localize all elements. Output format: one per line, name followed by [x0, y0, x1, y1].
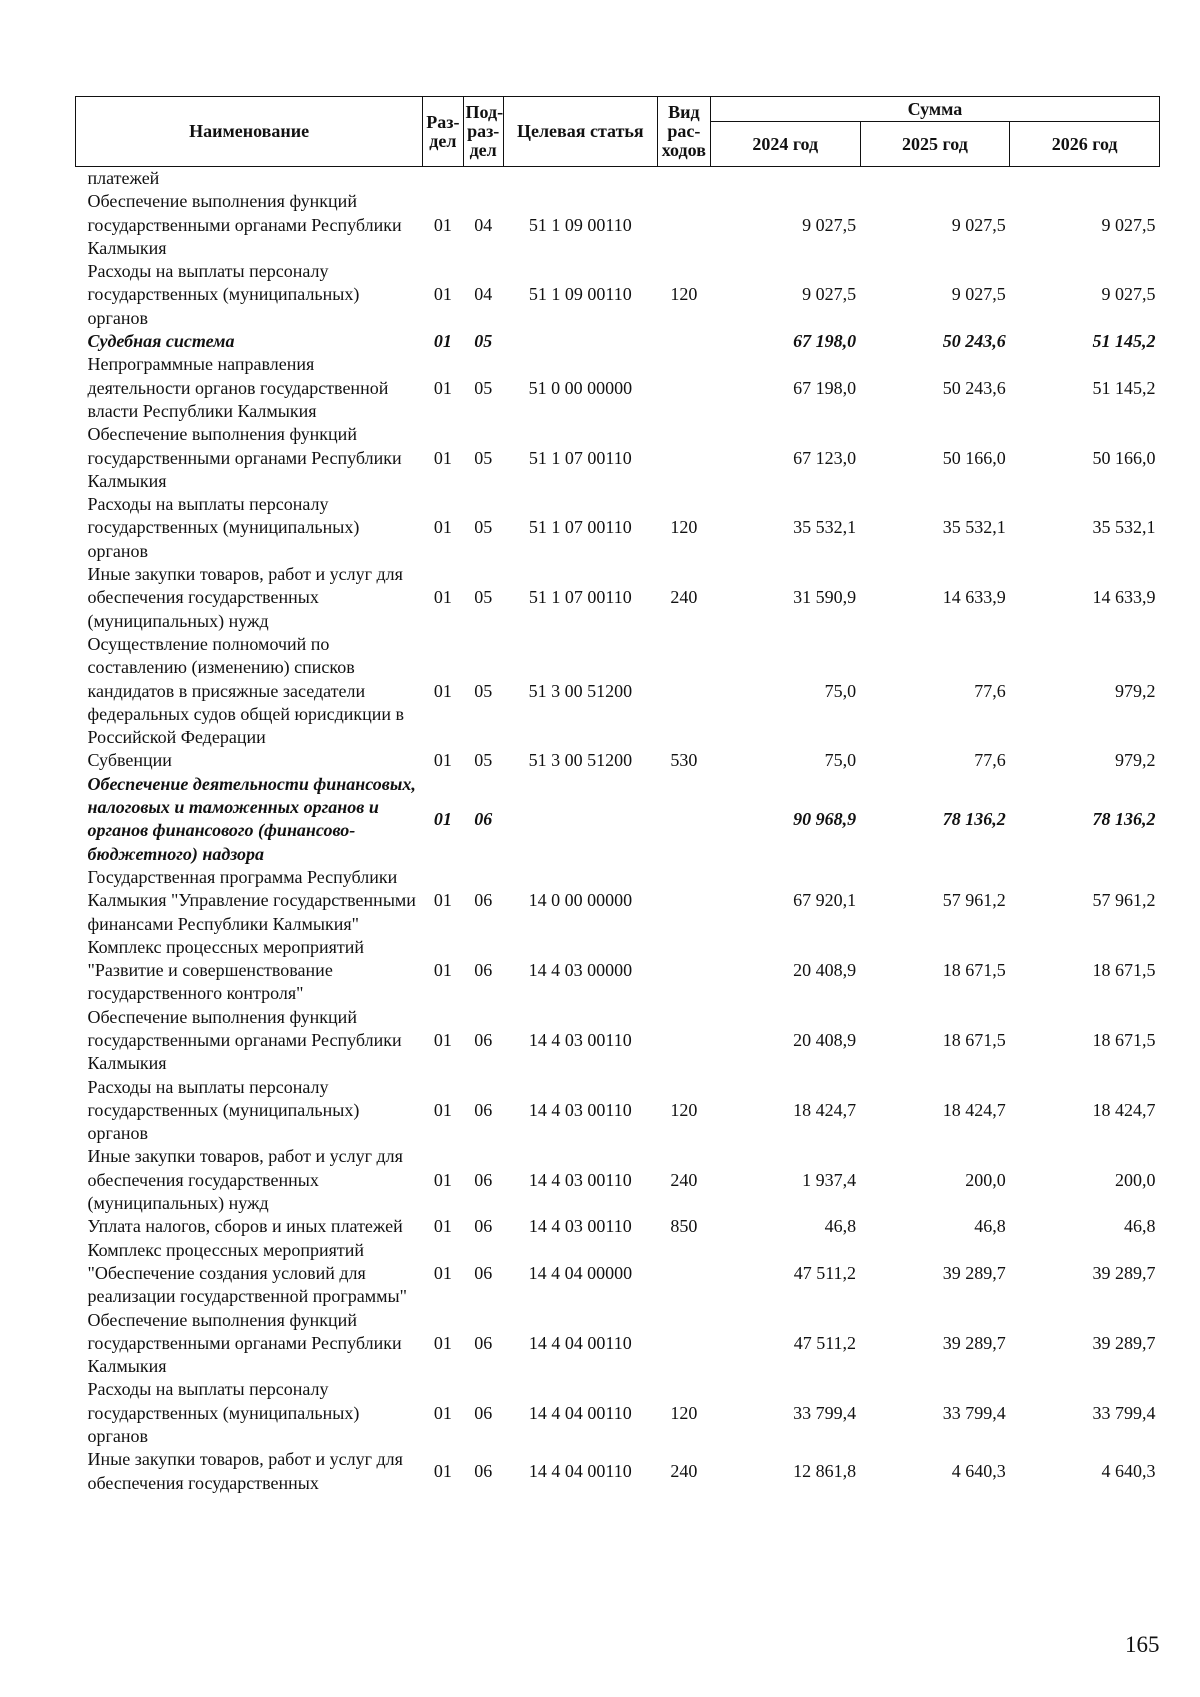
cell-amount-2026: 18 671,5 [1092, 960, 1156, 981]
cell-vid [657, 190, 710, 260]
cell-amount-2024: 75,0 [824, 680, 857, 701]
cell-podrazdel: 06 [474, 808, 493, 829]
cell-podrazdel: 04 [474, 284, 493, 305]
cell-vid [657, 936, 710, 1006]
table-row [76, 1239, 1160, 1309]
cell-razdel: 01 [433, 1402, 452, 1423]
cell-razdel: 01 [433, 680, 452, 701]
cell-name: Государственная программа Республики Калмыкия "Управление государственными финансами Республики Калмыкия" [87, 866, 416, 934]
cell-name: Расходы на выплаты персоналу государственных (муниципальных) органов [87, 494, 360, 561]
table-row [76, 1448, 1160, 1495]
cell-vid [657, 167, 710, 191]
cell-podrazdel: 05 [474, 331, 493, 352]
cell-amount-2026 [1010, 167, 1160, 191]
cell-razdel: 01 [433, 1216, 452, 1237]
cell-name: Обеспечение деятельности финансовых, налоговых и таможенных органов и органов финансового (финансово-бюджетного) надзора [87, 773, 416, 864]
cell-podrazdel: 04 [474, 214, 493, 235]
table-row [76, 1215, 1160, 1238]
table-row [76, 633, 1160, 749]
cell-amount-2024: 67 920,1 [793, 890, 857, 911]
cell-amount-2025: 18 671,5 [942, 960, 1006, 981]
cell-podrazdel: 05 [474, 680, 493, 701]
header-year-2025: 2025 год [860, 122, 1010, 167]
cell-target [503, 330, 657, 353]
cell-podrazdel: 06 [474, 890, 493, 911]
cell-name: Обеспечение выполнения функций государственными органами Республики Калмыкия [87, 424, 402, 491]
table-row [76, 1378, 1160, 1448]
cell-amount-2026: 4 640,3 [1101, 1460, 1156, 1481]
cell-amount-2026: 14 633,9 [1092, 587, 1156, 608]
cell-vid [657, 330, 710, 353]
cell-amount-2025: 18 671,5 [942, 1029, 1006, 1050]
cell-amount-2025: 18 424,7 [942, 1099, 1006, 1120]
cell-target: 51 1 07 00110 [528, 517, 632, 538]
table-row [76, 563, 1160, 633]
cell-amount-2026: 50 166,0 [1092, 447, 1156, 468]
cell-vid [657, 1239, 710, 1309]
cell-amount-2024: 20 408,9 [793, 1029, 857, 1050]
cell-amount-2025: 50 243,6 [942, 377, 1006, 398]
cell-name: Комплекс процессных мероприятий "Обеспечение создания условий для реализации государственной программы" [87, 1239, 407, 1307]
cell-podrazdel: 06 [474, 1332, 493, 1353]
cell-amount-2025: 39 289,7 [942, 1332, 1006, 1353]
cell-target: 14 4 04 00110 [528, 1460, 632, 1481]
table-row [76, 423, 1160, 493]
cell-name: Иные закупки товаров, работ и услуг для обеспечения государственных (муниципальных) нужд [87, 564, 403, 631]
cell-target: 14 4 04 00000 [528, 1262, 633, 1283]
table-body [76, 167, 1160, 1495]
cell-razdel: 01 [433, 284, 452, 305]
cell-razdel: 01 [433, 331, 452, 352]
cell-name: Расходы на выплаты персоналу государственных (муниципальных) органов [87, 1076, 360, 1144]
cell-amount-2025: 50 166,0 [942, 447, 1006, 468]
cell-podrazdel: 06 [474, 960, 493, 981]
cell-amount-2026: 39 289,7 [1092, 1332, 1156, 1353]
cell-vid [657, 633, 710, 749]
cell-amount-2024: 9 027,5 [802, 284, 857, 305]
cell-amount-2026: 78 136,2 [1092, 808, 1156, 829]
cell-name: Расходы на выплаты персоналу государственных (муниципальных) органов [87, 261, 360, 328]
header-target: Целевая статья [503, 97, 657, 167]
table-row [76, 1145, 1160, 1215]
cell-amount-2024: 9 027,5 [802, 214, 857, 235]
cell-amount-2025: 9 027,5 [951, 214, 1006, 235]
cell-razdel: 01 [433, 447, 452, 468]
cell-podrazdel: 06 [474, 1029, 493, 1050]
cell-amount-2025: 4 640,3 [951, 1460, 1006, 1481]
cell-amount-2024: 31 590,9 [793, 587, 857, 608]
cell-podrazdel: 06 [474, 1402, 493, 1423]
cell-amount-2024: 18 424,7 [793, 1099, 857, 1120]
cell-amount-2026: 33 799,4 [1092, 1402, 1156, 1423]
cell-vid [657, 353, 710, 423]
cell-target: 14 4 03 00110 [528, 1169, 632, 1190]
cell-target: 14 4 03 00110 [528, 1216, 632, 1237]
cell-razdel: 01 [433, 517, 452, 538]
header-vid: Вид рас-ходов [657, 97, 710, 167]
cell-vid [657, 1309, 710, 1379]
table-row [76, 353, 1160, 423]
cell-target [503, 773, 657, 866]
cell-vid: 240 [670, 1169, 698, 1190]
cell-razdel: 01 [433, 1332, 452, 1353]
cell-name: платежей [87, 168, 160, 188]
cell-razdel: 01 [433, 1029, 452, 1050]
cell-amount-2024: 46,8 [824, 1216, 857, 1237]
cell-target [503, 167, 657, 191]
cell-target: 51 3 00 51200 [528, 680, 633, 701]
cell-razdel: 01 [433, 1169, 452, 1190]
table-row [76, 1309, 1160, 1379]
cell-amount-2024: 90 968,9 [793, 808, 857, 829]
cell-amount-2025: 200,0 [965, 1169, 1006, 1190]
cell-vid [657, 1006, 710, 1076]
page-number: 165 [1125, 1632, 1160, 1657]
cell-amount-2024: 20 408,9 [793, 960, 857, 981]
cell-razdel: 01 [433, 214, 452, 235]
cell-target: 14 0 00 00000 [528, 890, 633, 911]
cell-vid: 120 [670, 517, 698, 538]
cell-amount-2026: 9 027,5 [1101, 284, 1156, 305]
cell-podrazdel: 06 [474, 1216, 493, 1237]
cell-amount-2025: 46,8 [974, 1216, 1006, 1237]
budget-table [75, 96, 1160, 1495]
cell-target: 14 4 04 00110 [528, 1332, 632, 1353]
header-year-2024: 2024 год [710, 122, 860, 167]
cell-amount-2025: 39 289,7 [942, 1262, 1006, 1283]
cell-target: 51 1 07 00110 [528, 447, 632, 468]
cell-razdel: 01 [433, 890, 452, 911]
cell-vid: 120 [670, 1402, 698, 1423]
cell-razdel: 01 [433, 377, 452, 398]
cell-vid [657, 423, 710, 493]
cell-amount-2026: 979,2 [1115, 680, 1156, 701]
cell-amount-2026: 18 671,5 [1092, 1029, 1156, 1050]
cell-target: 51 1 07 00110 [528, 587, 632, 608]
cell-podrazdel: 05 [474, 447, 493, 468]
cell-amount-2026: 979,2 [1115, 750, 1156, 771]
cell-target: 51 1 09 00110 [528, 284, 632, 305]
table-row [76, 1076, 1160, 1146]
cell-name: Обеспечение выполнения функций государственными органами Республики Калмыкия [87, 1309, 402, 1377]
table-row [76, 749, 1160, 772]
header-podrazdel: Под-раз-дел [463, 97, 503, 167]
cell-amount-2025: 9 027,5 [951, 284, 1006, 305]
cell-vid [657, 773, 710, 866]
cell-vid: 120 [670, 284, 698, 305]
cell-podrazdel: 06 [474, 1099, 493, 1120]
cell-podrazdel: 05 [474, 377, 493, 398]
cell-vid [657, 866, 710, 936]
cell-amount-2026: 51 145,2 [1092, 377, 1156, 398]
cell-vid: 850 [670, 1216, 698, 1237]
cell-podrazdel: 06 [474, 1460, 493, 1481]
cell-amount-2024: 47 511,2 [793, 1332, 857, 1353]
table-row [76, 260, 1160, 330]
table-row [76, 1006, 1160, 1076]
cell-amount-2024: 67 198,0 [793, 331, 857, 352]
cell-podrazdel: 06 [474, 1262, 493, 1283]
cell-amount-2025: 50 243,6 [942, 331, 1006, 352]
cell-target: 14 4 03 00110 [528, 1029, 632, 1050]
cell-razdel: 01 [433, 587, 452, 608]
cell-name: Иные закупки товаров, работ и услуг для обеспечения государственных [87, 1449, 403, 1493]
cell-amount-2026: 46,8 [1124, 1216, 1156, 1237]
table-row [76, 330, 1160, 353]
cell-amount-2026: 18 424,7 [1092, 1099, 1156, 1120]
cell-name: Комплекс процессных мероприятий "Развитие и совершенствование государственного контроля" [87, 936, 365, 1004]
cell-target: 14 4 03 00000 [528, 960, 633, 981]
cell-target: 14 4 04 00110 [528, 1402, 632, 1423]
cell-name: Уплата налогов, сборов и иных платежей [87, 1216, 403, 1237]
cell-amount-2024: 75,0 [824, 750, 857, 771]
cell-amount-2026: 39 289,7 [1092, 1262, 1156, 1283]
cell-amount-2025: 33 799,4 [942, 1402, 1006, 1423]
cell-amount-2024: 33 799,4 [793, 1402, 857, 1423]
cell-vid: 120 [670, 1099, 698, 1120]
cell-vid: 240 [670, 1460, 698, 1481]
cell-amount-2024: 67 123,0 [793, 447, 857, 468]
cell-name: Осуществление полномочий по составлению (изменению) списков кандидатов в присяжные заседатели федеральных судов общей юрисдикции в Российской Федерации [87, 633, 405, 748]
cell-amount-2025: 77,6 [974, 750, 1006, 771]
cell-amount-2026: 200,0 [1115, 1169, 1156, 1190]
cell-name: Иные закупки товаров, работ и услуг для обеспечения государственных (муниципальных) нужд [87, 1146, 403, 1214]
cell-razdel: 01 [433, 960, 452, 981]
cell-podrazdel: 05 [474, 750, 493, 771]
table-row [76, 773, 1160, 866]
cell-amount-2026: 57 961,2 [1092, 890, 1156, 911]
cell-amount-2026: 51 145,2 [1092, 331, 1156, 352]
header-name: Наименование [76, 97, 423, 167]
cell-target: 51 0 00 00000 [528, 377, 633, 398]
cell-amount-2025: 57 961,2 [942, 890, 1006, 911]
table-row [76, 167, 1160, 191]
cell-razdel: 01 [433, 1099, 452, 1120]
cell-target: 51 1 09 00110 [528, 214, 632, 235]
header-sum: Сумма [710, 97, 1159, 122]
cell-amount-2025: 35 532,1 [942, 517, 1006, 538]
cell-amount-2025: 14 633,9 [942, 587, 1006, 608]
cell-vid: 240 [670, 587, 698, 608]
cell-target: 51 3 00 51200 [528, 750, 633, 771]
cell-amount-2024 [710, 167, 860, 191]
table-row [76, 936, 1160, 1006]
cell-name: Субвенции [87, 750, 172, 771]
table-row [76, 190, 1160, 260]
header-year-2026: 2026 год [1010, 122, 1160, 167]
cell-amount-2026: 35 532,1 [1092, 517, 1156, 538]
cell-razdel: 01 [433, 808, 452, 829]
cell-podrazdel: 06 [474, 1169, 493, 1190]
cell-razdel [423, 167, 463, 191]
cell-name: Расходы на выплаты персоналу государственных (муниципальных) органов [87, 1379, 360, 1447]
cell-name: Обеспечение выполнения функций государственными органами Республики Калмыкия [87, 191, 402, 258]
cell-amount-2024: 12 861,8 [793, 1460, 857, 1481]
cell-name: Обеспечение выполнения функций государственными органами Республики Калмыкия [87, 1006, 402, 1074]
cell-razdel: 01 [433, 750, 452, 771]
cell-podrazdel: 05 [474, 587, 493, 608]
table-row [76, 493, 1160, 563]
cell-amount-2024: 1 937,4 [802, 1169, 857, 1190]
cell-name: Непрограммные направления деятельности органов государственной власти Республики Калмыкия [87, 354, 389, 421]
table-header [76, 97, 1160, 167]
cell-razdel: 01 [433, 1460, 452, 1481]
cell-podrazdel [463, 167, 503, 191]
cell-amount-2025: 77,6 [974, 680, 1006, 701]
header-razdel: Раз-дел [423, 97, 463, 167]
cell-amount-2024: 47 511,2 [793, 1262, 857, 1283]
cell-target: 14 4 03 00110 [528, 1099, 632, 1120]
cell-amount-2025: 78 136,2 [942, 808, 1006, 829]
cell-name: Судебная система [87, 331, 235, 352]
cell-vid: 530 [670, 750, 698, 771]
cell-razdel: 01 [433, 1262, 452, 1283]
cell-amount-2024: 35 532,1 [793, 517, 857, 538]
cell-amount-2025 [860, 167, 1010, 191]
cell-podrazdel: 05 [474, 517, 493, 538]
table-row [76, 866, 1160, 936]
cell-amount-2024: 67 198,0 [793, 377, 857, 398]
cell-amount-2026: 9 027,5 [1101, 214, 1156, 235]
